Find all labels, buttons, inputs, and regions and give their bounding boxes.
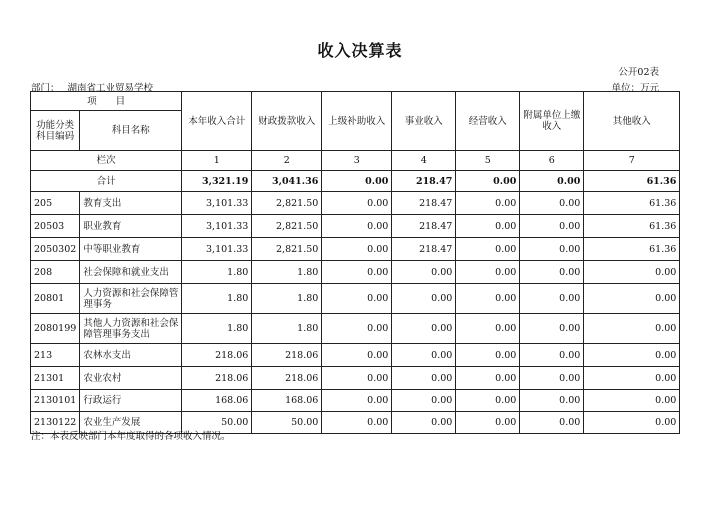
table-row	[31, 314, 680, 344]
cell-value: 0.00	[456, 238, 520, 261]
cell-value: 0.00	[584, 261, 680, 284]
cell-value: 0.00	[584, 314, 680, 344]
cell-value: 0.00	[520, 238, 584, 261]
cell-value: 218.47	[392, 215, 456, 238]
cell-value: 61.36	[584, 238, 680, 261]
cell-value: 0.00	[584, 344, 680, 367]
cell-value: 218.47	[392, 192, 456, 215]
table-row	[31, 390, 680, 412]
cell-value: 0.00	[520, 390, 584, 412]
header-lanci: 栏次	[31, 151, 182, 171]
cell-value: 0.00	[520, 284, 584, 314]
header-col5: 经营收入	[456, 92, 520, 151]
cell-value: 0.00	[520, 215, 584, 238]
row-code: 20801	[31, 284, 80, 314]
col-number: 7	[584, 151, 680, 171]
col-number: 2	[252, 151, 322, 171]
cell-value: 0.00	[456, 344, 520, 367]
cell-value: 0.00	[392, 284, 456, 314]
header-col4: 事业收入	[392, 92, 456, 151]
row-name: 农林水支出	[80, 344, 182, 367]
cell-value: 0.00	[392, 344, 456, 367]
cell-value: 3,101.33	[182, 238, 252, 261]
table-row	[31, 261, 680, 284]
cell-value: 0.00	[456, 367, 520, 390]
cell-value: 0.00	[520, 314, 584, 344]
cell-value: 3,101.33	[182, 215, 252, 238]
cell-value: 0.00	[456, 171, 520, 192]
department-name: 湖南省工业贸易学校	[67, 83, 154, 94]
cell-value: 0.00	[520, 412, 584, 434]
cell-value: 3,041.36	[252, 171, 322, 192]
cell-value: 50.00	[182, 412, 252, 434]
cell-value: 0.00	[392, 390, 456, 412]
cell-value: 0.00	[456, 390, 520, 412]
cell-value: 0.00	[322, 284, 392, 314]
cell-value: 0.00	[456, 284, 520, 314]
row-name: 农业生产发展	[80, 412, 182, 434]
cell-value: 0.00	[322, 238, 392, 261]
cell-value: 0.00	[584, 367, 680, 390]
header-name: 科目名称	[80, 111, 182, 151]
cell-value: 2,821.50	[252, 192, 322, 215]
cell-value: 3,101.33	[182, 192, 252, 215]
cell-value: 61.36	[584, 215, 680, 238]
col-number: 1	[182, 151, 252, 171]
cell-value: 168.06	[182, 390, 252, 412]
row-code: 2130122	[31, 412, 80, 434]
cell-value: 0.00	[322, 367, 392, 390]
row-name: 教育支出	[80, 192, 182, 215]
footnote: 注：本表反映部门本年度取得的各项收入情况。	[31, 431, 231, 442]
row-name: 社会保障和就业支出	[80, 261, 182, 284]
row-code: 20503	[31, 215, 80, 238]
cell-value: 218.47	[392, 171, 456, 192]
cell-value: 0.00	[392, 367, 456, 390]
row-code: 205	[31, 192, 80, 215]
cell-value: 0.00	[456, 261, 520, 284]
cell-value: 3,321.19	[182, 171, 252, 192]
header-item: 项 目	[31, 92, 182, 111]
row-code: 2080199	[31, 314, 80, 344]
cell-value: 61.36	[584, 192, 680, 215]
total-row	[31, 171, 680, 192]
row-code: 2050302	[31, 238, 80, 261]
cell-value: 2,821.50	[252, 238, 322, 261]
row-code: 208	[31, 261, 80, 284]
cell-value: 218.47	[392, 238, 456, 261]
cell-value: 1.80	[252, 261, 322, 284]
header-col7: 其他收入	[584, 92, 680, 151]
row-name: 职业教育	[80, 215, 182, 238]
cell-value: 1.80	[182, 284, 252, 314]
header-code: 功能分类科目编码	[31, 111, 80, 151]
cell-value: 0.00	[584, 412, 680, 434]
cell-value: 0.00	[392, 261, 456, 284]
row-name: 中等职业教育	[80, 238, 182, 261]
cell-value: 2,821.50	[252, 215, 322, 238]
cell-value: 0.00	[456, 192, 520, 215]
cell-value: 0.00	[322, 171, 392, 192]
cell-value: 0.00	[392, 314, 456, 344]
cell-value: 0.00	[456, 314, 520, 344]
cell-value: 0.00	[322, 390, 392, 412]
col-number: 5	[456, 151, 520, 171]
table-row	[31, 215, 680, 238]
cell-value: 0.00	[520, 344, 584, 367]
row-code: 21301	[31, 367, 80, 390]
cell-value: 0.00	[322, 215, 392, 238]
cell-value: 1.80	[182, 314, 252, 344]
cell-value: 0.00	[520, 171, 584, 192]
row-code: 213	[31, 344, 80, 367]
cell-value: 50.00	[252, 412, 322, 434]
cell-value: 61.36	[584, 171, 680, 192]
header-col1: 本年收入合计	[182, 92, 252, 151]
row-name: 农业农村	[80, 367, 182, 390]
table-row	[31, 284, 680, 314]
row-name: 人力资源和社会保障管理事务	[80, 284, 182, 314]
cell-value: 0.00	[322, 314, 392, 344]
cell-value: 218.06	[252, 367, 322, 390]
cell-value: 218.06	[182, 344, 252, 367]
unit-label: 单位：万元	[611, 83, 659, 94]
row-name: 行政运行	[80, 390, 182, 412]
table-row	[31, 367, 680, 390]
table-row	[31, 192, 680, 215]
col-number: 4	[392, 151, 456, 171]
cell-value: 0.00	[456, 412, 520, 434]
cell-value: 0.00	[584, 390, 680, 412]
cell-value: 1.80	[252, 284, 322, 314]
header-col6: 附属单位上缴收入	[520, 92, 584, 151]
cell-value: 0.00	[392, 412, 456, 434]
header-col2: 财政拨款收入	[252, 92, 322, 151]
cell-value: 0.00	[322, 192, 392, 215]
income-table	[30, 91, 680, 434]
total-label: 合计	[31, 171, 182, 192]
col-number: 3	[322, 151, 392, 171]
cell-value: 0.00	[322, 412, 392, 434]
department-label: 部门：	[31, 83, 60, 94]
table-row	[31, 238, 680, 261]
cell-value: 218.06	[252, 344, 322, 367]
cell-value: 0.00	[322, 261, 392, 284]
col-number: 6	[520, 151, 584, 171]
cell-value: 218.06	[182, 367, 252, 390]
cell-value: 0.00	[322, 344, 392, 367]
table-row	[31, 344, 680, 367]
cell-value: 1.80	[182, 261, 252, 284]
report-title: 收入决算表	[317, 41, 403, 60]
row-code: 2130101	[31, 390, 80, 412]
cell-value: 0.00	[520, 261, 584, 284]
cell-value: 0.00	[520, 192, 584, 215]
cell-value: 1.80	[252, 314, 322, 344]
form-number: 公开02表	[618, 67, 659, 78]
cell-value: 0.00	[456, 215, 520, 238]
cell-value: 0.00	[520, 367, 584, 390]
header-col3: 上级补助收入	[322, 92, 392, 151]
row-name: 其他人力资源和社会保障管理事务支出	[80, 314, 182, 344]
cell-value: 168.06	[252, 390, 322, 412]
cell-value: 0.00	[584, 284, 680, 314]
